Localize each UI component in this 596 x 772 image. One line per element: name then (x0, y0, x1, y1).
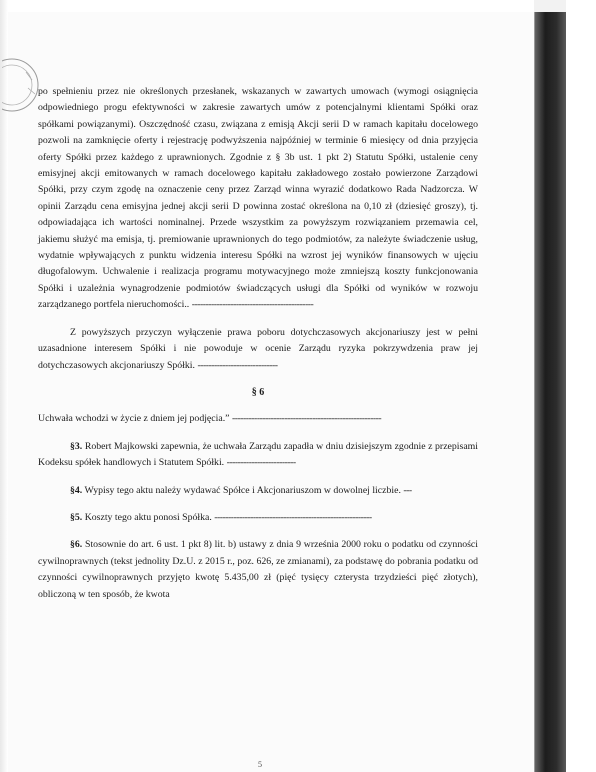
scan-left-edge (0, 0, 8, 772)
page-number: 5 (258, 760, 262, 769)
scan-right-margin (566, 0, 596, 772)
paragraph-6-number: §5. (70, 511, 83, 523)
paragraph-2: Z powyższych przyczyn wyłączenie prawa poboru dotychczasowych akcjonariuszy jest w pełni uzasadnione interesem Spółki i nie powoduje w ocenie Zarządu ryzyka pokrzywdzenia praw jej dotychczasowych akcjonariuszy Spółki. ----------------------------- (38, 326, 478, 371)
section-heading: § 6 (251, 386, 265, 398)
paragraph-7-number: §6. (70, 539, 83, 551)
scan-top-edge (534, 0, 566, 12)
paragraph-5-number: §4. (70, 484, 83, 496)
scan-binding-shadow (534, 12, 566, 772)
paragraph-5: §4. Wypisy tego aktu należy wydawać Spółce i Akcjonariuszom w dowolnej liczbie. --- (70, 484, 412, 496)
page-edge-line (534, 12, 535, 772)
paragraph-4-number: §3. (70, 440, 83, 452)
paragraph-6: §5. Koszty tego aktu ponosi Spółka. --------------------------------------------------------- (70, 511, 372, 523)
paragraph-4: §3. Robert Majkowski zapewnia, że uchwała Zarządu zapadła w dniu dzisiejszym zgodnie z przepisami Kodeksu spółek handlowych i Statutem Spółki. ------------------------- (38, 440, 479, 469)
paragraph-3: Uchwała wchodzi w życie z dniem jej podjęcia.” ------------------------------------------------------ (38, 413, 382, 425)
document-body (38, 84, 478, 614)
paragraph-7: §6. Stosownie do art. 6 ust. 1 pkt 8) lit. b) ustawy z dnia 9 września 2000 roku o podatku od czynności cywilnoprawnych (tekst jednolity Dz.U. z 2015 r., poz. 626, ze zmianami), za podstawę do pobrania podatku od czynności cywilnoprawnych przyjęto kwotę 5.435,00 zł (pięć tysięcy czterysta trzydzieści pięć złotych), obliczoną w ten sposób, że kwota (38, 539, 479, 600)
paragraph-1: po spełnieniu przez nie określonych przesłanek, wskazanych w zawartych umowach (wymogi osiągnięcia odpowiedniego progu efektywności w zakresie zawartych umów z potencjalnymi klientami Spółki oraz spółkami powiązanymi). Oszczędność czasu, związana z emisją Akcji serii D w ramach kapitału docelowego pozwoli na zamknięcie oferty i rejestrację podwyższenia najpóźniej w terminie 6 miesięcy od dnia przyjęcia oferty Spółki przez każdego z uprawnionych. Zgodnie z § 3b ust. 1 pkt 2) Statutu Spółki, ustalenie ceny emisyjnej akcji emitowanych w ramach docelowego kapitału zakładowego zostało powierzone Zarządowi Spółki, przy czym zgodę na oznaczenie ceny przez Zarząd winna wyrazić dodatkowo Rada Nadzorcza. W opinii Zarządu cena emisyjna jednej akcji serii D powinna zostać określona na 0,10 zł (dziesięć groszy), tj. odpowiadająca ich wartości nominalnej. Przede wszystkim za powyższym rozwiązaniem przemawia cel, jakiemu służyć ma emisja, tj. premiowanie uprawnionych do tego podmiotów, za należyte świadczenie usług, wydatnie wpływających z punktu widzenia interesu Spółki na wzrost jej wyników finansowych w ujęciu długofalowym. Uchwalenie i realizacja programu motywacyjnego może zmniejszą koszty funkcjonowania Spółki i uzależnia wynagrodzenie podmiotów świadczących usługi dla Spółki od wyników w rozwoju zarządzanego portfela nieruchomości.. -------------------------------------------- (38, 86, 478, 311)
